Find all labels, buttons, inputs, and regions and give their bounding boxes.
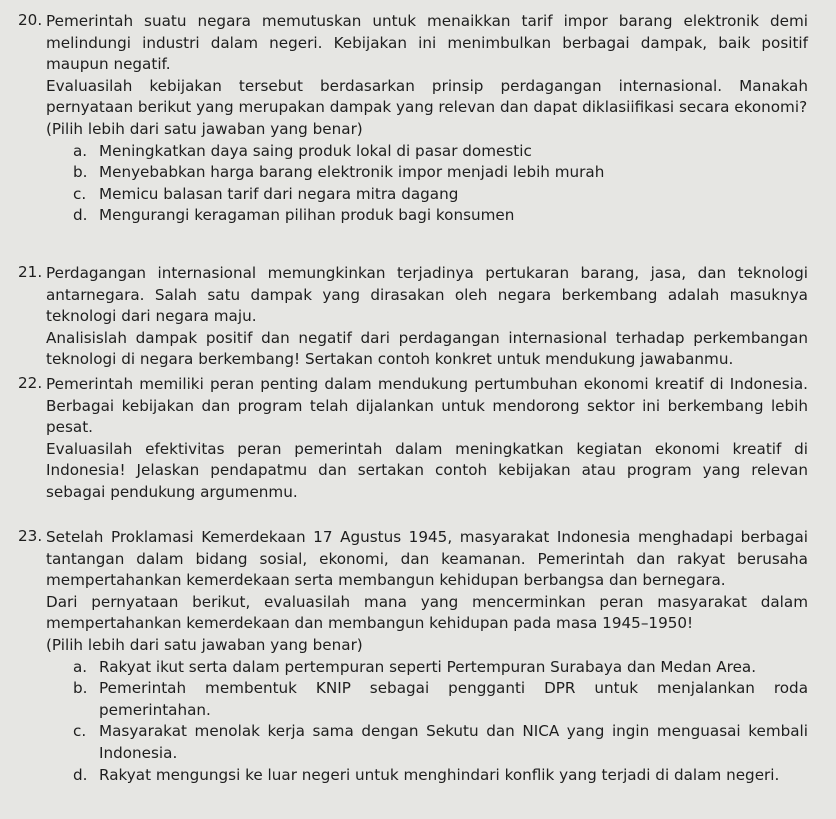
question-paragraph: Evaluasilah efektivitas peran pemerintah dalam meningkatkan kegiatan ekonomi kreatif di Indonesia! Jelaskan pendapatmu dan sertakan contoh kebijakan atau program yang relevan sebagai pendukung argumenmu.	[46, 439, 808, 501]
option-letter: d.	[73, 765, 88, 784]
question-21	[18, 263, 808, 371]
option-text: Rakyat ikut serta dalam pertempuran seperti Pertempuran Surabaya dan Medan Area.	[99, 657, 757, 676]
option-c[interactable]	[73, 721, 808, 764]
question-number: 21.	[18, 263, 43, 281]
question-paragraph: Setelah Proklamasi Kemerdekaan 17 Agustus 1945, masyarakat Indonesia menghadapi berbagai tantangan dalam bidang sosial, ekonomi, dan keamanan. Pemerintah dan rakyat berusaha mempertahankan kemerdekaan serta membangun kehidupan berbangsa dan bernegara.	[46, 528, 808, 590]
question-number: 20.	[18, 11, 43, 29]
option-text: Rakyat mengungsi ke luar negeri untuk menghindari konflik yang terjadi di dalam negeri.	[99, 765, 780, 784]
option-text: Memicu balasan tarif dari negara mitra dagang	[99, 184, 459, 203]
option-a[interactable]	[73, 141, 808, 163]
option-letter: c.	[73, 184, 87, 203]
option-text: Masyarakat menolak kerja sama dengan Sekutu dan NICA yang ingin menguasai kembali Indonesia.	[99, 722, 808, 762]
question-23	[18, 527, 808, 786]
option-letter: c.	[73, 722, 87, 741]
option-text: Meningkatkan daya saing produk lokal di pasar domestic	[99, 141, 532, 160]
option-a[interactable]	[73, 657, 808, 679]
question-paragraph: Perdagangan internasional memungkinkan terjadinya pertukaran barang, jasa, dan teknologi antarnegara. Salah satu dampak yang dirasakan oleh negara berkembang adalah masuknya teknologi dari negara maju.	[46, 264, 808, 326]
question-paragraph: Dari pernyataan berikut, evaluasilah mana yang mencerminkan peran masyarakat dalam mempertahankan kemerdekaan dan membangun kehidupan pada masa 1945–1950!	[46, 592, 808, 633]
question-paragraph: Pemerintah suatu negara memutuskan untuk menaikkan tarif impor barang elektronik demi melindungi industri dalam negeri. Kebijakan ini menimbulkan berbagai dampak, baik positif maupun negatif.	[46, 12, 808, 74]
option-b[interactable]	[73, 162, 808, 184]
question-paragraph: Pemerintah memiliki peran penting dalam mendukung pertumbuhan ekonomi kreatif di Indonesia. Berbagai kebijakan dan program telah dijalankan untuk mendorong sektor ini berkembang lebih pesat.	[46, 375, 808, 437]
option-d[interactable]	[73, 765, 808, 787]
option-c[interactable]	[73, 184, 808, 206]
question-number: 23.	[18, 527, 43, 545]
option-letter: a.	[73, 657, 88, 676]
question-instruction: (Pilih lebih dari satu jawaban yang benar)	[46, 119, 363, 138]
option-letter: a.	[73, 141, 88, 160]
option-letter: b.	[73, 163, 88, 182]
option-letter: d.	[73, 206, 88, 225]
option-b[interactable]	[73, 678, 808, 721]
question-instruction: (Pilih lebih dari satu jawaban yang benar)	[46, 635, 363, 654]
option-letter: b.	[73, 679, 88, 698]
option-d[interactable]	[73, 205, 808, 227]
question-paragraph: Evaluasilah kebijakan tersebut berdasarkan prinsip perdagangan internasional. Manakah pernyataan berikut yang merupakan dampak yang relevan dan dapat diklasiifikasi secara ekonomi?	[46, 76, 808, 117]
question-22	[18, 374, 808, 504]
option-text: Pemerintah membentuk KNIP sebagai pengganti DPR untuk menjalankan roda pemerintahan.	[99, 679, 808, 719]
question-number: 22.	[18, 374, 43, 392]
question-paragraph: Analisislah dampak positif dan negatif dari perdagangan internasional terhadap perkembangan teknologi di negara berkembang! Sertakan contoh konkret untuk mendukung jawabanmu.	[46, 328, 808, 369]
option-text: Menyebabkan harga barang elektronik impor menjadi lebih murah	[99, 163, 605, 182]
question-20	[18, 11, 808, 227]
option-text: Mengurangi keragaman pilihan produk bagi konsumen	[99, 206, 515, 225]
